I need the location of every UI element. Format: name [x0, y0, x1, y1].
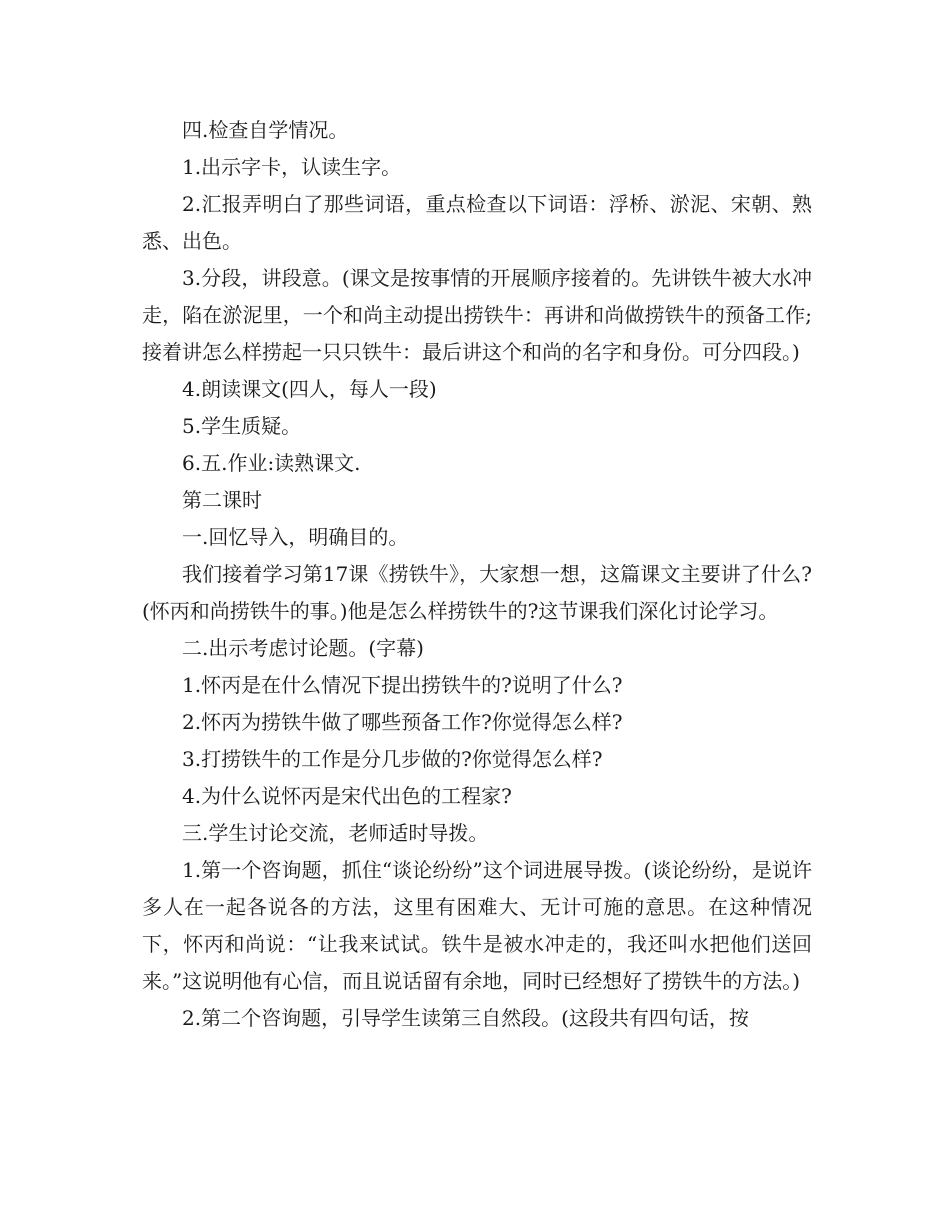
paragraph: 1.第一个咨询题，抓住“谈论纷纷”这个词进展导拨。(谈论纷纷，是说许多人在一起各说各的方法，这里有困难大、无计可施的意思。在这种情况下，怀丙和尚说：“让我来试试。铁牛是被水冲走的，我还叫水把他们送回来。”这说明他有心信，而且说话留有余地，同时已经想好了捞铁牛的方法。) [142, 858, 812, 993]
paragraph: 3.分段，讲段意。(课文是按事情的开展顺序接着的。先讲铁牛被大水冲走，陷在淤泥里，一个和尚主动提出捞铁牛：再讲和尚做捞铁牛的预备工作;接着讲怎么样捞起一只只铁牛：最后讲这个和尚的名字和身份。可分四段。) [142, 266, 812, 364]
paragraph: 四.检查自学情况。 [182, 118, 349, 142]
paragraph: 1.怀丙是在什么情况下提出捞铁牛的?说明了什么? [182, 673, 623, 697]
paragraph: 6.五.作业:读熟课文. [182, 451, 361, 475]
paragraph: 2.第二个咨询题，引导学生读第三自然段。(这段共有四句话，按 [182, 1006, 749, 1030]
paragraph: 一.回忆导入，明确目的。 [182, 525, 409, 549]
document-body [142, 112, 812, 1037]
paragraph: 4.为什么说怀丙是宋代出色的工程家? [182, 784, 512, 808]
section-heading: 第二课时 [182, 488, 262, 512]
paragraph: 4.朗读课文(四人，每人一段) [182, 377, 437, 401]
paragraph: 1.出示字卡，认读生字。 [182, 155, 402, 179]
paragraph: 我们接着学习第17课《捞铁牛》，大家想一想，这篇课文主要讲了什么?(怀丙和尚捞铁牛的事。)他是怎么样捞铁牛的?这节课我们深化讨论学习。 [142, 562, 812, 623]
paragraph: 2.汇报弄明白了那些词语，重点检查以下词语：浮桥、淤泥、宋朝、熟悉、出色。 [142, 192, 812, 253]
paragraph: 二.出示考虑讨论题。(字幕) [182, 636, 424, 660]
paragraph: 5.学生质疑。 [182, 414, 302, 438]
paragraph: 三.学生讨论交流，老师适时导拨。 [182, 821, 489, 845]
paragraph: 3.打捞铁牛的工作是分几步做的?你觉得怎么样? [182, 747, 603, 771]
paragraph: 2.怀丙为捞铁牛做了哪些预备工作?你觉得怎么样? [182, 710, 623, 734]
